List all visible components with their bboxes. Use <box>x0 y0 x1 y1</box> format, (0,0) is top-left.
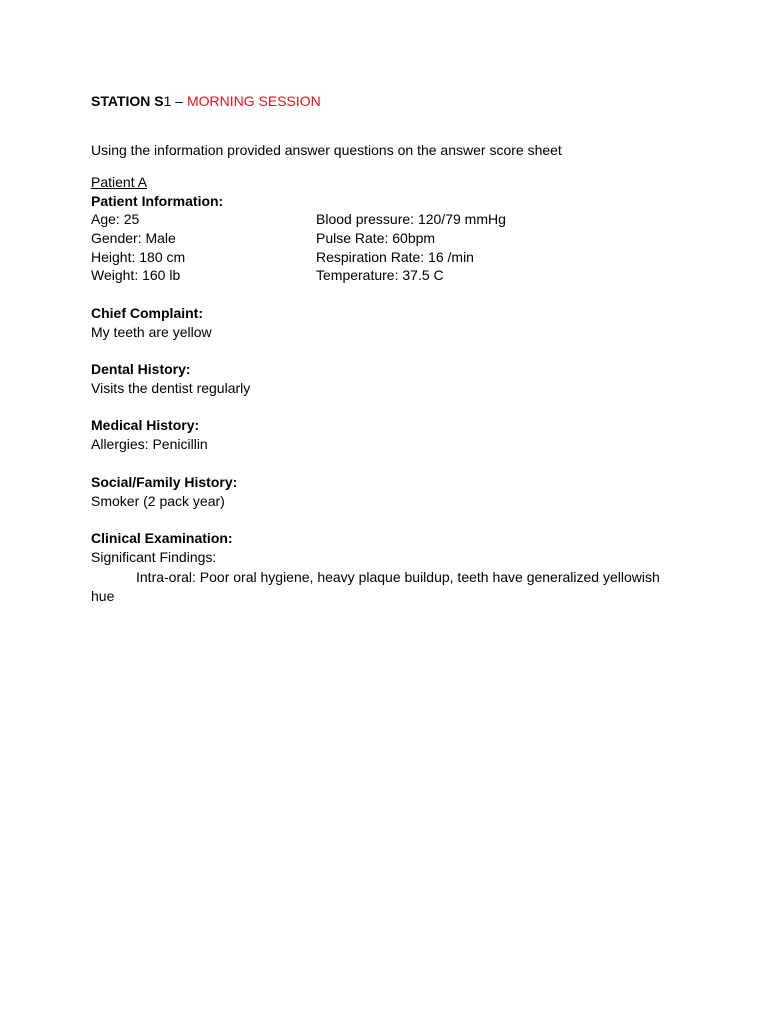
social-family-history-heading: Social/Family History: <box>91 474 238 490</box>
station-number: 1 <box>163 93 172 109</box>
session-name: MORNING SESSION <box>186 93 321 109</box>
dental-history-heading: Dental History: <box>91 361 191 377</box>
social-family-history-text: Smoker (2 pack year) <box>91 493 225 509</box>
temperature: Temperature: 37.5 C <box>316 267 444 283</box>
medical-history-heading: Medical History: <box>91 417 200 433</box>
chief-complaint-text: My teeth are yellow <box>91 324 212 340</box>
intra-oral-finding-continued: hue <box>91 588 115 604</box>
medical-history-text: Allergies: Penicillin <box>91 436 208 452</box>
patient-info-heading: Patient Information: <box>91 193 224 209</box>
instructions-text: Using the information provided answer questions on the answer score sheet <box>91 142 562 158</box>
respiration-rate: Respiration Rate: 16 /min <box>316 249 474 265</box>
chief-complaint-heading: Chief Complaint: <box>91 305 203 321</box>
blood-pressure: Blood pressure: 120/79 mmHg <box>316 211 506 227</box>
patient-name: Patient A <box>91 174 148 190</box>
patient-height: Height: 180 cm <box>91 249 186 265</box>
pulse-rate: Pulse Rate: 60bpm <box>316 230 436 246</box>
clinical-examination-heading: Clinical Examination: <box>91 530 233 546</box>
significant-findings-label: Significant Findings: <box>91 549 217 565</box>
station-title <box>91 92 321 111</box>
title-dash: – <box>171 93 187 109</box>
dental-history-text: Visits the dentist regularly <box>91 380 251 396</box>
station-label: STATION S <box>91 93 164 109</box>
intra-oral-finding: Intra-oral: Poor oral hygiene, heavy plaque buildup, teeth have generalized yellowish <box>136 569 660 585</box>
patient-age: Age: 25 <box>91 211 140 227</box>
patient-weight: Weight: 160 lb <box>91 267 181 283</box>
patient-gender: Gender: Male <box>91 230 176 246</box>
